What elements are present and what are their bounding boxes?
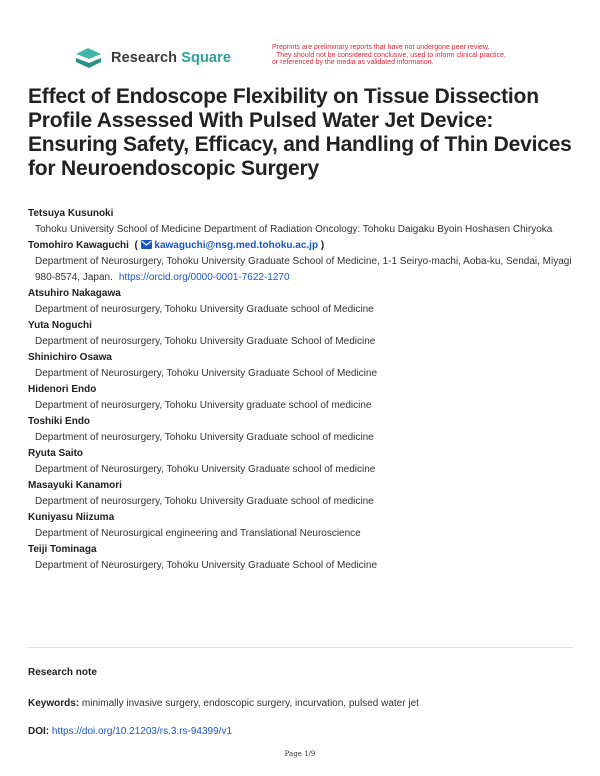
- author-affiliation: Department of Neurosurgery, Tohoku University Graduate school of medicine: [35, 464, 376, 475]
- author-entry: [28, 206, 578, 238]
- section-divider: [28, 647, 573, 648]
- brand-logo[interactable]: [74, 47, 231, 69]
- author-affiliation: [28, 254, 578, 286]
- keywords: [28, 698, 419, 709]
- author-name: Yuta Noguchi: [28, 320, 92, 331]
- author-affiliation: Department of neurosurgery, Tohoku University graduate school of medicine: [35, 400, 372, 411]
- author-affiliation: Department of neurosurgery, Tohoku University Graduate School of Medicine: [35, 336, 376, 347]
- page-number: Page 1/9: [284, 750, 316, 758]
- author-name-with-email: Tomohiro Kawaguchi ( kawaguchi@nsg.med.tohoku.ac.jp ): [28, 240, 325, 251]
- preprint-notice-line: They should not be considered conclusive, used to inform clinical practice,: [276, 51, 506, 59]
- author-email-link[interactable]: kawaguchi@nsg.med.tohoku.ac.jp: [154, 240, 319, 251]
- brand-name: Research Square: [111, 50, 231, 66]
- author-entry: [28, 478, 578, 510]
- envelope-icon: [141, 240, 152, 249]
- preprint-notice-line: Preprints are preliminary reports that have not undergone peer review.: [272, 44, 490, 51]
- author-entry: [28, 350, 578, 382]
- author-affiliation: Department of Neurosurgery, Tohoku University Graduate School of Medicine: [35, 368, 378, 379]
- author-name: Teiji Tominaga: [28, 544, 97, 555]
- author-affiliation: Department of Neurosurgical engineering and Translational Neuroscience: [35, 528, 361, 539]
- doi-label: DOI:: [28, 726, 50, 737]
- paper-title: Effect of Endoscope Flexibility on Tissue Dissection Profile Assessed With Pulsed Water Jet Device: Ensuring Safety, Efficacy, and Handling of Thin Devices for Neuroendoscopic Surgery: [28, 85, 572, 180]
- keywords-label: Keywords:: [28, 698, 80, 709]
- author-entry: [28, 542, 578, 574]
- author-name: Masayuki Kanamori: [28, 480, 122, 491]
- author-affiliation: Tohoku University School of Medicine Department of Radiation Oncology: Tohoku Daigaku Byoin Hoshasen Chiryoka: [35, 224, 553, 235]
- author-name: Hidenori Endo: [28, 384, 97, 395]
- author-entry: [28, 510, 578, 542]
- author-entry: [28, 414, 578, 446]
- author-name: Toshiki Endo: [28, 416, 91, 427]
- author-entry: [28, 286, 578, 318]
- author-affiliation: Department of neurosurgery, Tohoku University Graduate school of medicine: [35, 496, 374, 507]
- author-name: Atsuhiro Nakagawa: [28, 288, 121, 299]
- doi: [28, 726, 232, 737]
- author-affiliation: Department of neurosurgery, Tohoku University Graduate school of Medicine: [35, 304, 374, 315]
- preprint-notice: [272, 44, 542, 67]
- author-entry: [28, 446, 578, 478]
- doi-link[interactable]: https://doi.org/10.21203/rs.3.rs-94399/v1: [51, 726, 233, 737]
- orcid-link[interactable]: https://orcid.org/0000-0001-7622-1270: [118, 272, 290, 283]
- research-type: Research note: [28, 667, 97, 678]
- affiliation-text: Department of Neurosurgery, Tohoku University Graduate School of Medicine, 1-1 Seiryo-machi, Aoba-ku, Sendai, Miyagi 980-8574, Japan.: [35, 256, 572, 283]
- author-name: Kuniyasu Niizuma: [28, 512, 115, 523]
- author-name: Ryuta Saito: [28, 448, 84, 459]
- author-name: Shinichiro Osawa: [28, 352, 112, 363]
- preprint-notice-line: or referenced by the media as validated information.: [272, 59, 434, 66]
- author-affiliation: Department of Neurosurgery, Tohoku University Graduate School of Medicine: [35, 560, 378, 571]
- author-affiliation: Department of neurosurgery, Tohoku University Graduate school of medicine: [35, 432, 374, 443]
- keywords-value: minimally invasive surgery, endoscopic surgery, incurvation, pulsed water jet: [81, 698, 419, 709]
- author-list: [28, 206, 578, 574]
- research-square-logo-icon: [74, 47, 104, 69]
- author-entry: [28, 238, 578, 286]
- author-entry: [28, 318, 578, 350]
- author-entry: [28, 382, 578, 414]
- author-name: Tomohiro Kawaguchi: [28, 240, 129, 251]
- author-name: Tetsuya Kusunoki: [28, 208, 114, 219]
